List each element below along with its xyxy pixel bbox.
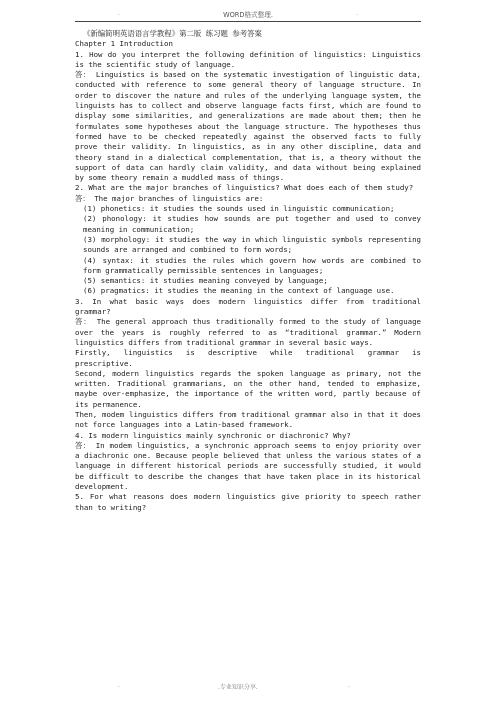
answer-3-point: Second, modern linguistics regards the spoken language as primary, not the written. Traditional grammarians, on the other hand, tended to emphasize, maybe over-emphasize, the importance of the written word, partly because of its permanence. [75,368,421,409]
footer-left: . [118,682,120,689]
answer-1: 答： Linguistics is based on the systematic investigation of linguistic data, conducted with reference to some general theory of language structure. In order to discover the nature and rules of the underlying language system, the linguists has to collect and observe language facts first, which are found to display some similarities, and generalizations are made about them; then he formulates some hypotheses about the language structure. The hypotheses thus formed have to be checked repeatedly against the observed facts to fully prove their validity. In linguistics, as in any other discipline, data and theory stand in a dialectical complementation, that is, a theory without the support of data can hardly claim validity, and data without being explained by some theory remain a muddled mass of things. [75,70,421,183]
answer-2-item: (4) syntax: it studies the rules which govern how words are combined to form grammatically permissible sentences in languages; [83,255,421,275]
answer-2-item: (6) pragmatics: it studies the meaning in the context of language use. [83,286,395,296]
question-4: 4. Is modern linguistics mainly synchronic or diachronic? Why? [75,430,351,440]
header-rule [75,21,421,22]
doc-title: 《新编简明英语语言学教程》第二版 练习题 参考答案 [83,29,262,38]
page-header [0,0,496,26]
footer-right: . [348,682,350,689]
answer-3-point: Firstly, linguistics is descriptive while traditional grammar is prescriptive. [75,348,421,368]
header-title: WORD格式整理. [223,11,273,19]
question-3: 3. In what basic ways does modern linguistics differ from traditional grammar? [75,296,421,317]
document-body [75,29,421,513]
answer-2-intro: 答： The major branches of linguistics are: [75,193,264,203]
answer-2-item: (3) morphology: it studies the way in which linguistic symbols representing sounds are arranged and combined to form words; [83,234,421,255]
footer-center: .专业知识分享. [218,684,258,691]
question-1: 1. How do you interpret the following definition of linguistics: Linguistics is the scientific study of language. [75,49,421,69]
answer-4: 答： In modem linguistics, a synchronic approach seems to enjoy priority over a diachronic one. Because people believed that unless the various states of a language in different historical periods are successfully studied, it would be difficult to describe the changes that have taken place in its historical development. [75,440,421,492]
answer-2-item: (1) phonetics: it studies the sounds used in linguistic communication; [83,204,395,214]
answer-3: 答： The general approach thus traditionally formed to the study of language over the years is roughly referred to as “traditional grammar.” Modern linguistics differs from traditional grammar in several basic ways. [75,317,421,347]
question-5: 5. For what reasons does modern linguistics give priority to speech rather than to writing? [75,492,421,512]
page-footer [0,682,496,696]
answer-2-item: (5) semantics: it studies meaning conveyed by language; [83,276,328,286]
answer-3-point: Then, modem linguistics differs from traditional grammar also in that it does not force languages into a Latin-based framework. [75,409,421,430]
chapter-heading: Chapter 1 Introduction [75,39,173,49]
answer-2-item: (2) phonology: it studies how sounds are put together and used to convey meaning in communication; [83,214,421,234]
header-right-dot: . [356,10,358,17]
question-2: 2. What are the major branches of linguistics? What does each of them study? [75,183,414,193]
header-left-dot: . [118,10,120,17]
